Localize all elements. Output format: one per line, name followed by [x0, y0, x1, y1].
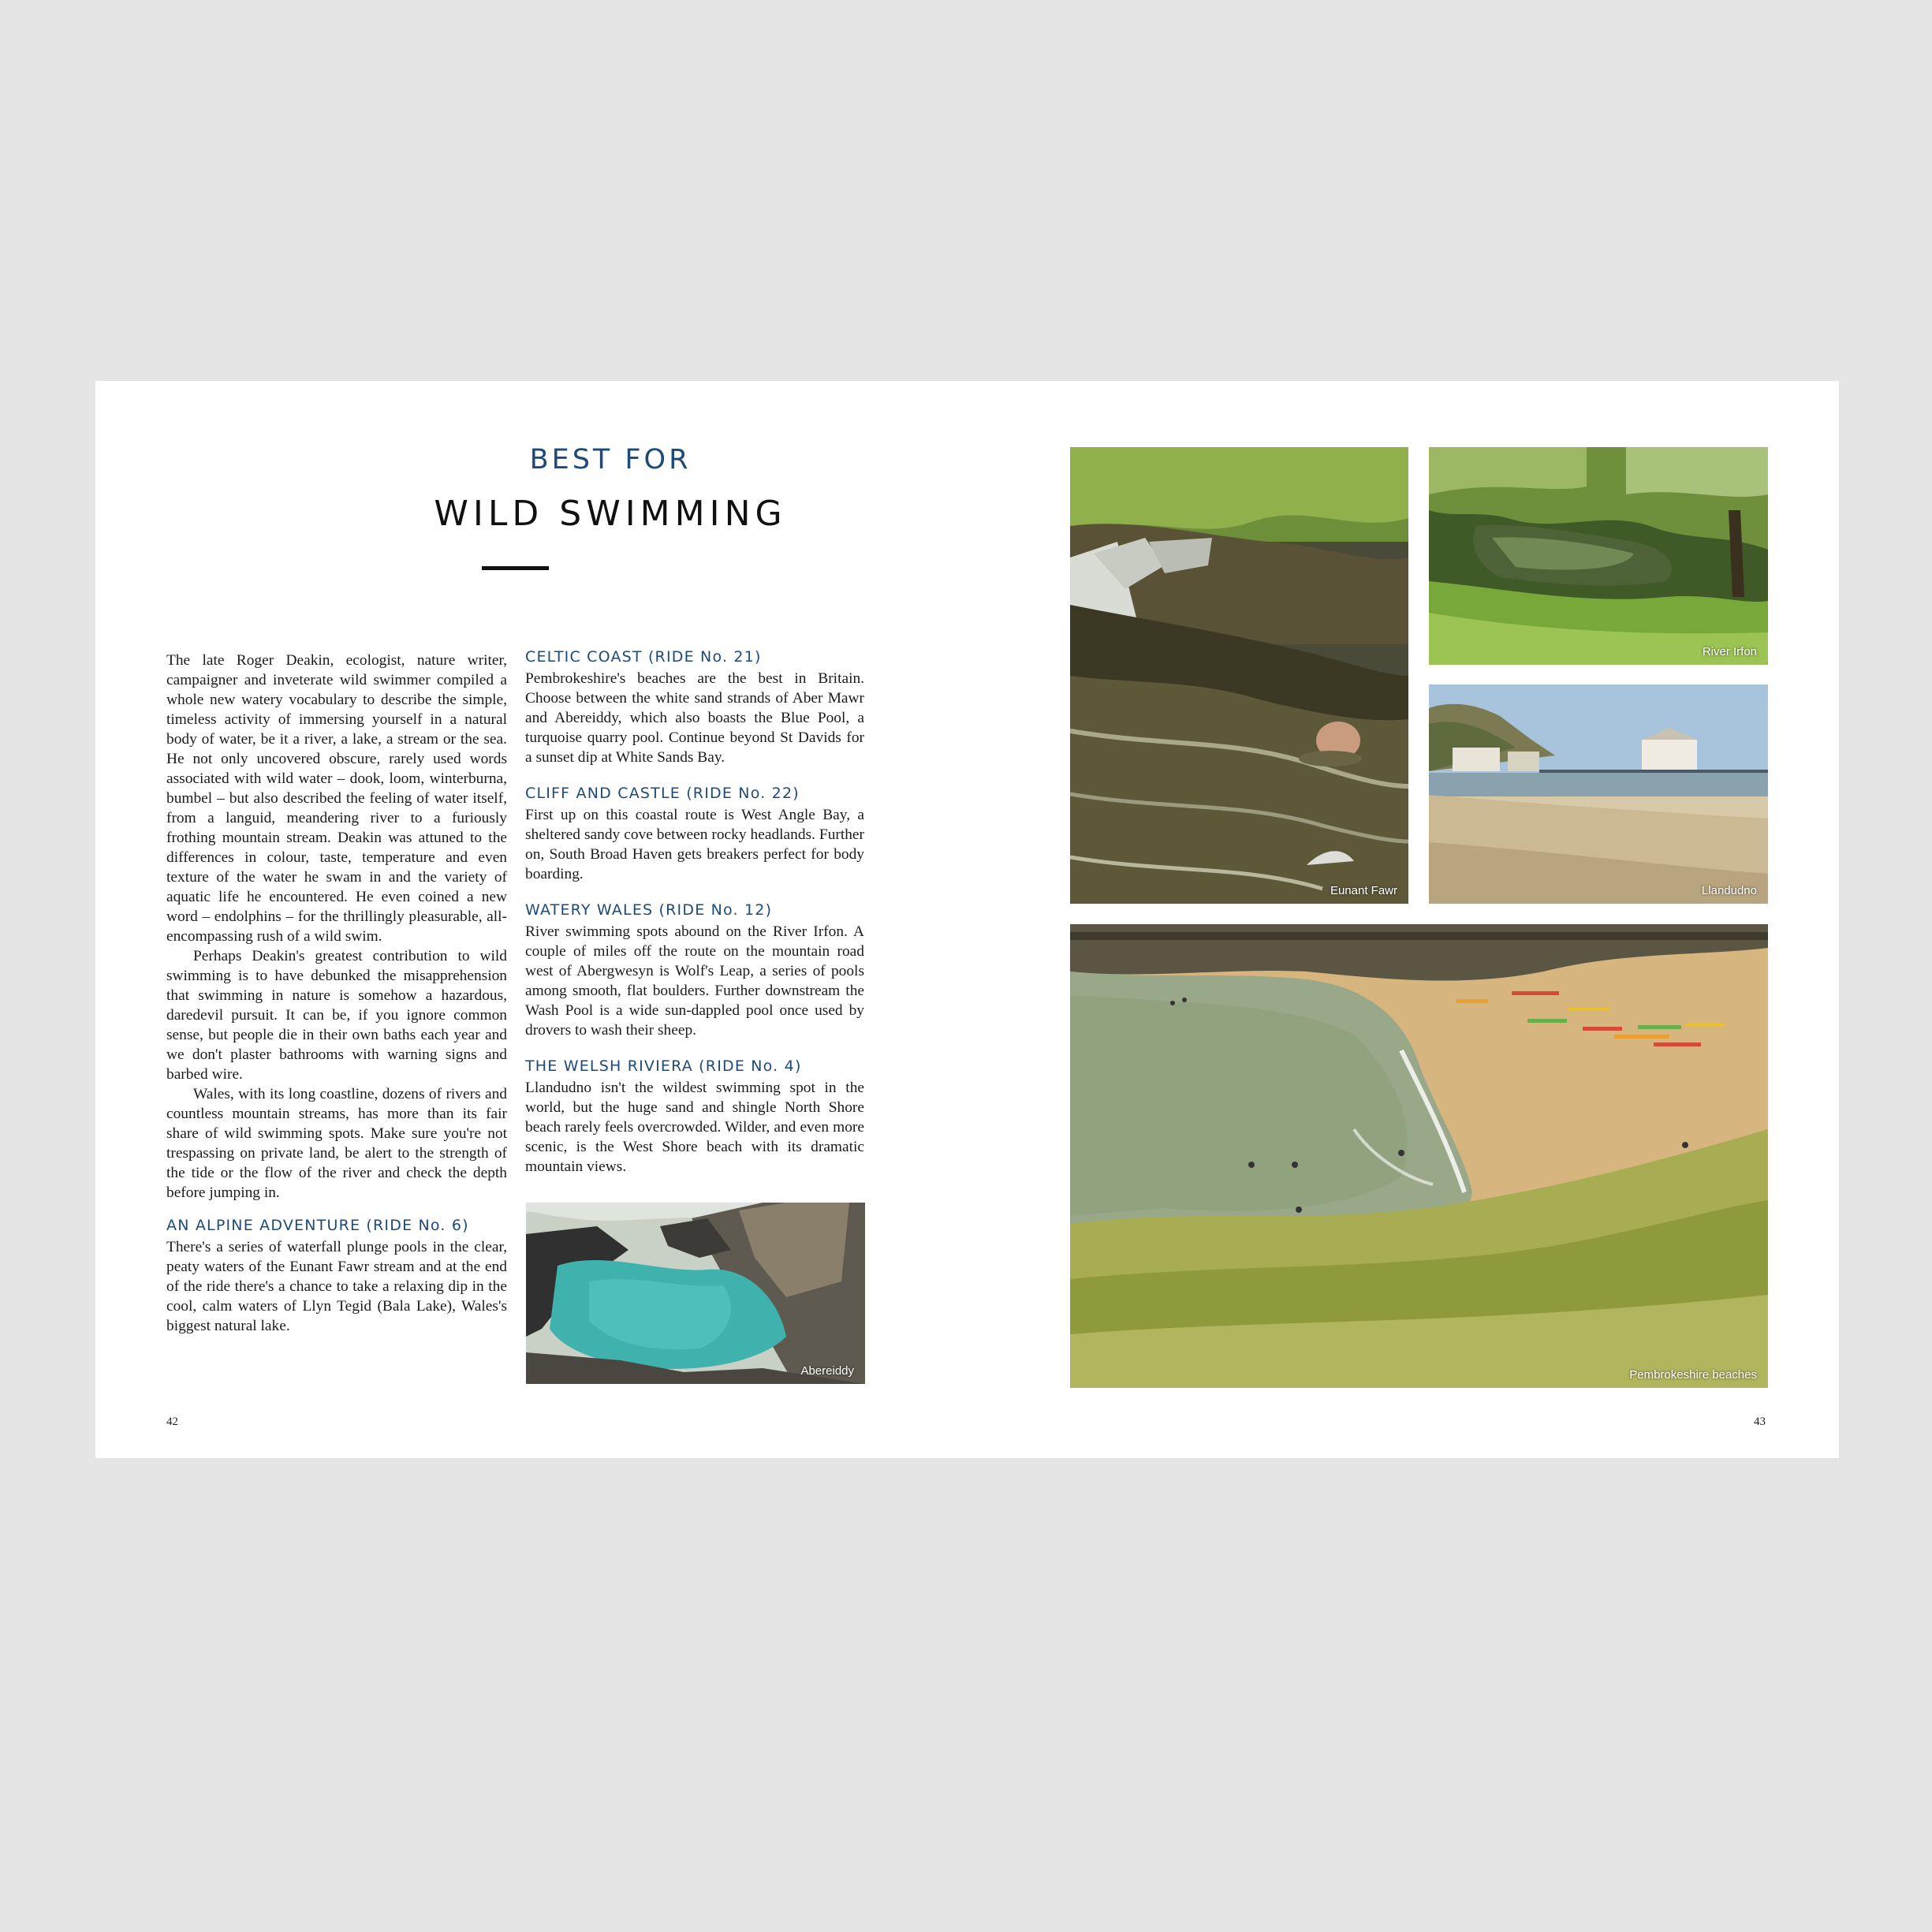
eunant-fawr-photo: [1070, 447, 1408, 904]
kicker-heading: BEST FOR: [529, 444, 692, 476]
section-heading: WATERY WALES (RIDE No. 12): [525, 901, 773, 919]
body-paragraph: Wales, with its long coastline, dozens of rivers and countless mountain streams, has more than its fair share of wild swimming spots. Make sure you're not trespassing on private land, be alert to the strength of the tide or the flow of the river and check the depth before jumping in.: [166, 1086, 507, 1201]
right-text-column: [525, 647, 864, 1192]
intro-paragraph: The late Roger Deakin, ecologist, nature writer, campaigner and inveterate wild swimmer compiled a whole new watery vocabulary to describe the simple, timeless activity of immersing yourself in a natural body of water, be it a river, a lake, a stream or the sea. He not only uncovered obscure, rarely used words associated with wild water – dook, loom, winterburna, bumbel – but also described the feeling of water itself, from a languid, meandering river to a furiously frothing mountain stream. Deakin was attuned to the differences in colour, taste, temperature and even texture of the water he swam in and the variety of aquatic life he encountered. He even coined a new word – endolphins – for the thrillingly pleasurable, all-encompassing rush of a wild swim.: [166, 652, 507, 945]
section-body: River swimming spots abound on the River Irfon. A couple of miles off the route on the mountain road west of Abergwesyn is Wolf's Leap, a series of pools among smooth, flat boulders. Further downstream the Wash Pool is a wide sun-dappled pool once used by drovers to wash their sheep.: [525, 923, 864, 1039]
section-body: There's a series of waterfall plunge pools in the clear, peaty waters of the Eunant Fawr stream and at the end of the ride there's a chance to take a relaxing dip in the cool, calm waters of Llyn Tegid (Bala Lake), Wales's biggest natural lake.: [166, 1239, 507, 1334]
section-heading: CLIFF AND CASTLE (RIDE No. 22): [525, 785, 800, 802]
photo-caption: River Irfon: [1702, 645, 1757, 658]
page-number-right: 43: [1754, 1415, 1766, 1428]
river-irfon-photo: [1429, 447, 1768, 665]
page-title: WILD SWIMMING: [434, 494, 787, 534]
pembrokeshire-beaches-photo: [1070, 924, 1768, 1388]
abereiddy-photo: [526, 1203, 865, 1384]
llandudno-photo: [1429, 684, 1768, 904]
title-rule: [482, 566, 549, 570]
section-body: Pembrokeshire's beaches are the best in Britain. Choose between the white sand strands of Aber Mawr and Abereiddy, which also boasts the Blue Pool, a turquoise quarry pool. Continue beyond St Davids for a sunset dip at White Sands Bay.: [525, 670, 864, 766]
book-spread: [95, 381, 1839, 1458]
photo-caption: Eunant Fawr: [1330, 884, 1397, 897]
section-heading: AN ALPINE ADVENTURE (RIDE No. 6): [166, 1217, 469, 1234]
photo-caption: Llandudno: [1701, 884, 1757, 897]
section-heading: THE WELSH RIVIERA (RIDE No. 4): [525, 1057, 802, 1075]
page-number-left: 42: [166, 1415, 178, 1428]
section-body: Llandudno isn't the wildest swimming spot in the world, but the huge sand and shingle North Shore beach rarely feels overcrowded. Wilder, and even more scenic, is the West Shore beach with its dramatic mountain views.: [525, 1080, 864, 1175]
section-heading: CELTIC COAST (RIDE No. 21): [525, 648, 762, 666]
body-paragraph: Perhaps Deakin's greatest contribution to wild swimming is to have debunked the misapprehension that swimming in nature is somehow a hazardous, daredevil pursuit. It can be, if you ignore common sense, but people die in their own baths each year and we don't plaster bathrooms with warning signs and barbed wire.: [166, 948, 507, 1083]
photo-caption: Abereiddy: [800, 1364, 854, 1378]
left-text-column: [166, 651, 507, 1336]
photo-caption: Pembrokeshire beaches: [1629, 1368, 1757, 1382]
section-body: First up on this coastal route is West Angle Bay, a sheltered sandy cove between rocky headlands. Further on, South Broad Haven gets breakers perfect for body boarding.: [525, 807, 864, 882]
